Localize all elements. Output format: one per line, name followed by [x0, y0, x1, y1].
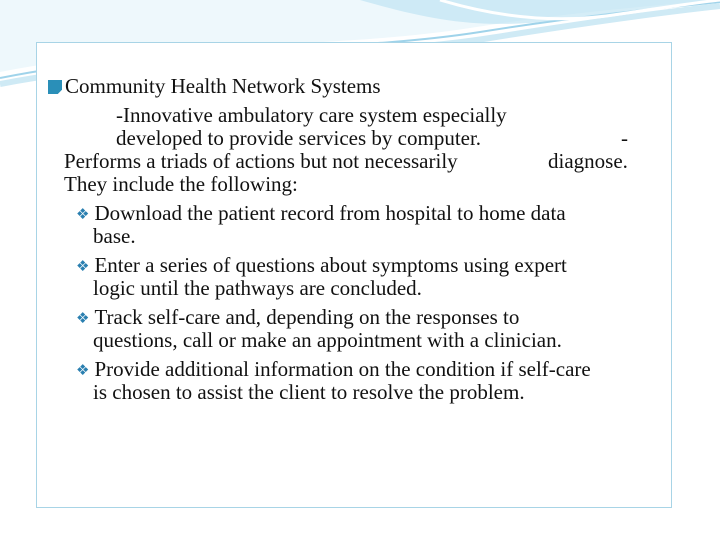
diamond-v-bullet-icon: ❖ — [76, 257, 90, 275]
heading-row — [48, 74, 381, 98]
list-item-continued: questions, call or make an appointment with a clinician. — [93, 328, 562, 352]
intro-line-3-end: diagnose. — [548, 149, 628, 173]
intro-line-2-text: developed to provide services by computer. — [116, 126, 482, 150]
list-item-continued: is chosen to assist the client to resolve the problem. — [93, 380, 525, 404]
list-item-text: Track self-care and, depending on the responses to — [94, 305, 520, 329]
list-item — [76, 305, 519, 330]
diamond-v-bullet-icon: ❖ — [76, 205, 90, 223]
square-bullet-icon — [48, 80, 62, 94]
diamond-v-bullet-icon: ❖ — [76, 309, 90, 327]
list-item — [76, 201, 566, 226]
list-item — [76, 357, 591, 382]
list-item-continued: logic until the pathways are concluded. — [93, 276, 422, 300]
list-item-text: Download the patient record from hospital to home data — [94, 201, 566, 225]
intro-line-1: -Innovative ambulatory care system especially — [116, 103, 507, 127]
slide-heading: Community Health Network Systems — [65, 74, 381, 98]
list-item — [76, 253, 567, 278]
list-item-text: Provide additional information on the condition if self-care — [94, 357, 591, 381]
intro-line-2 — [116, 126, 481, 150]
diamond-v-bullet-icon: ❖ — [76, 361, 90, 379]
intro-dash: - — [621, 126, 628, 150]
intro-line-4: They include the following: — [64, 172, 298, 196]
intro-line-3: Performs a triads of actions but not necessarily — [64, 149, 458, 173]
list-item-text: Enter a series of questions about symptoms using expert — [94, 253, 567, 277]
list-item-continued: base. — [93, 224, 136, 248]
